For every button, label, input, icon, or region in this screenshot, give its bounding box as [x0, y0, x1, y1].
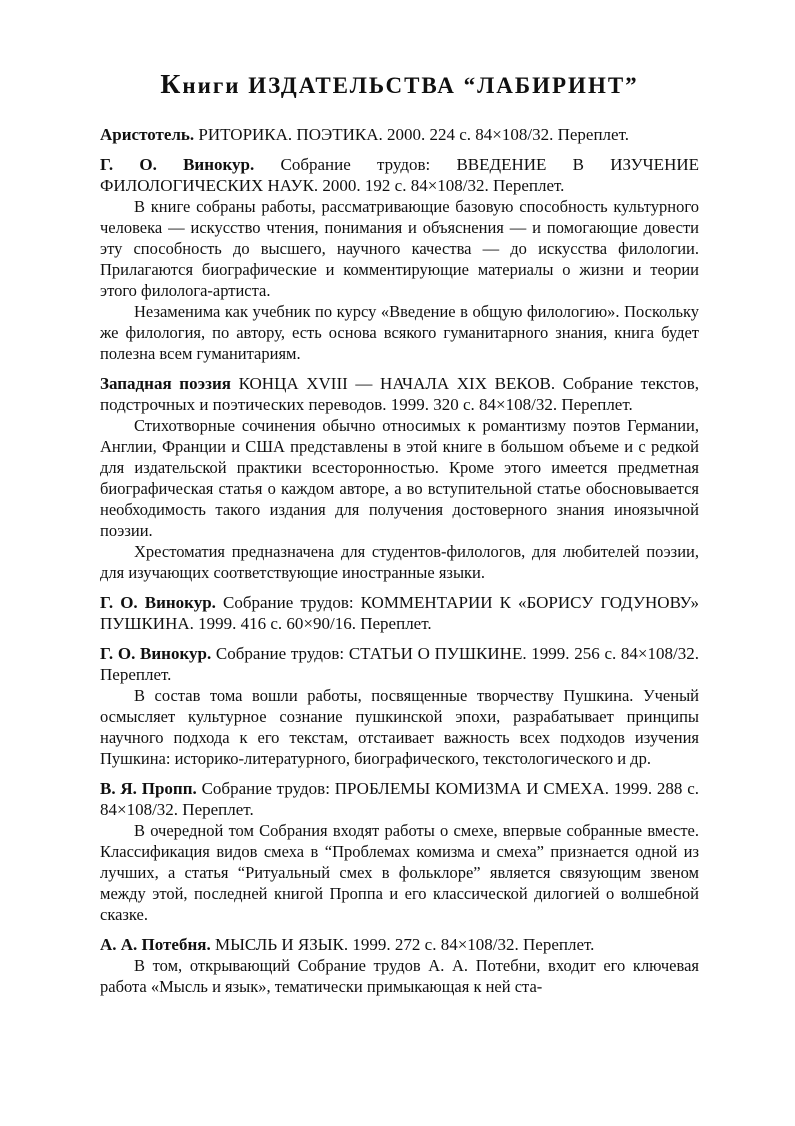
book-author: В. Я. Пропп. — [100, 779, 197, 798]
book-details: МЫСЛЬ И ЯЗЫК. 1999. 272 с. 84×108/32. Переплет. — [214, 935, 595, 954]
annotation-paragraph: Незаменима как учебник по курсу «Введение в общую филологию». Поскольку же филология, по автору, есть основа всякого гуманитарного знания, книга будет полезна всем гуманитариям. — [100, 302, 699, 363]
page-title: Книги ИЗДАТЕЛЬСТВА “ЛАБИРИНТ” — [160, 68, 639, 99]
annotation-paragraph: В очередной том Собрания входят работы о смехе, впервые собранные вместе. Классификация видов смеха в “Проблемах комизма и смеха” признается одной из лучших, а статья “Ритуальный смех в фольклоре” является связующим звеном между этой, последней книгой Проппа и его классической дилогией о волшебной сказке. — [100, 821, 699, 924]
annotation-paragraph: В том, открывающий Собрание трудов А. А. Потебни, входит его ключевая работа «Мысль и язык», тематически примыкающая к ней ста- — [100, 956, 699, 996]
book-entry — [100, 778, 699, 820]
book-author: Г. О. Винокур. — [100, 593, 216, 612]
book-author: Г. О. Винокур. — [100, 644, 212, 663]
annotation-paragraph: В состав тома вошли работы, посвященные творчеству Пушкина. Ученый осмысляет культурное сознание пушкинской эпохи, разрабатывает принципы научного подхода к его текстам, отстаивает важность всех подходов изучения Пушкина: историко-литературного, биографического, текстологического и др. — [100, 686, 699, 768]
book-details: Собрание трудов: СТАТЬИ О ПУШКИНЕ. 1999. 256 с. 84×108/32. Переплет. — [100, 644, 699, 684]
book-details: Собрание трудов: КОММЕНТАРИИ К «БОРИСУ ГОДУНОВУ» ПУШКИНА. 1999. 416 с. 60×90/16. Переплет. — [100, 593, 700, 633]
book-author: Аристотель. — [100, 125, 195, 144]
book-entry — [100, 643, 699, 685]
book-entry — [100, 592, 699, 634]
annotation-paragraph: Стихотворные сочинения обычно относимых к романтизму поэтов Германии, Англии, Франции и США представлены в этой книге в большом объеме и с редкой для издательской практики всесторонностью. Кроме этого имеется предметная биографическая статья о каждом авторе, а во вступительной статье обосновывается необходимость такого издания для получения достоверного знания иноязычной поэзии. — [100, 416, 699, 540]
book-author: Западная поэзия — [100, 374, 231, 393]
book-details: Собрание трудов: ПРОБЛЕМЫ КОМИЗМА И СМЕХА. 1999. 288 с. 84×108/32. Переплет. — [100, 779, 700, 819]
book-entry — [100, 154, 699, 196]
annotation-paragraph: В книге собраны работы, рассматривающие базовую способность культурного человека — искусство чтения, понимания и объяснения — и помогающие довести эту способность до высшего, научного качества — до искусства филологии. Прилагаются биографические и комментирующие материалы о жизни и теории этого филолога-артиста. — [100, 197, 699, 300]
book-entry — [100, 934, 699, 955]
book-details: РИТОРИКА. ПОЭТИКА. 2000. 224 с. 84×108/32. Переплет. — [198, 125, 629, 144]
book-entry — [100, 124, 699, 145]
book-author: А. А. Потебня. — [100, 935, 211, 954]
book-details: КОНЦА XVIII — НАЧАЛА XIX ВЕКОВ. Собрание текстов, подстрочных и поэтических переводов. 1999. 320 с. 84×108/32. Переплет. — [100, 374, 700, 414]
book-author: Г. О. Винокур. — [100, 155, 255, 174]
book-entry — [100, 373, 699, 415]
annotation-paragraph: Хрестоматия предназначена для студентов-филологов, для любителей поэзии, для изучающих соответствующие иностранные языки. — [100, 542, 699, 582]
book-details: Собрание трудов: ВВЕДЕНИЕ В ИЗУЧЕНИЕ ФИЛОЛОГИЧЕСКИХ НАУК. 2000. 192 с. 84×108/32. Переплет. — [100, 155, 700, 195]
book-list — [100, 124, 699, 997]
